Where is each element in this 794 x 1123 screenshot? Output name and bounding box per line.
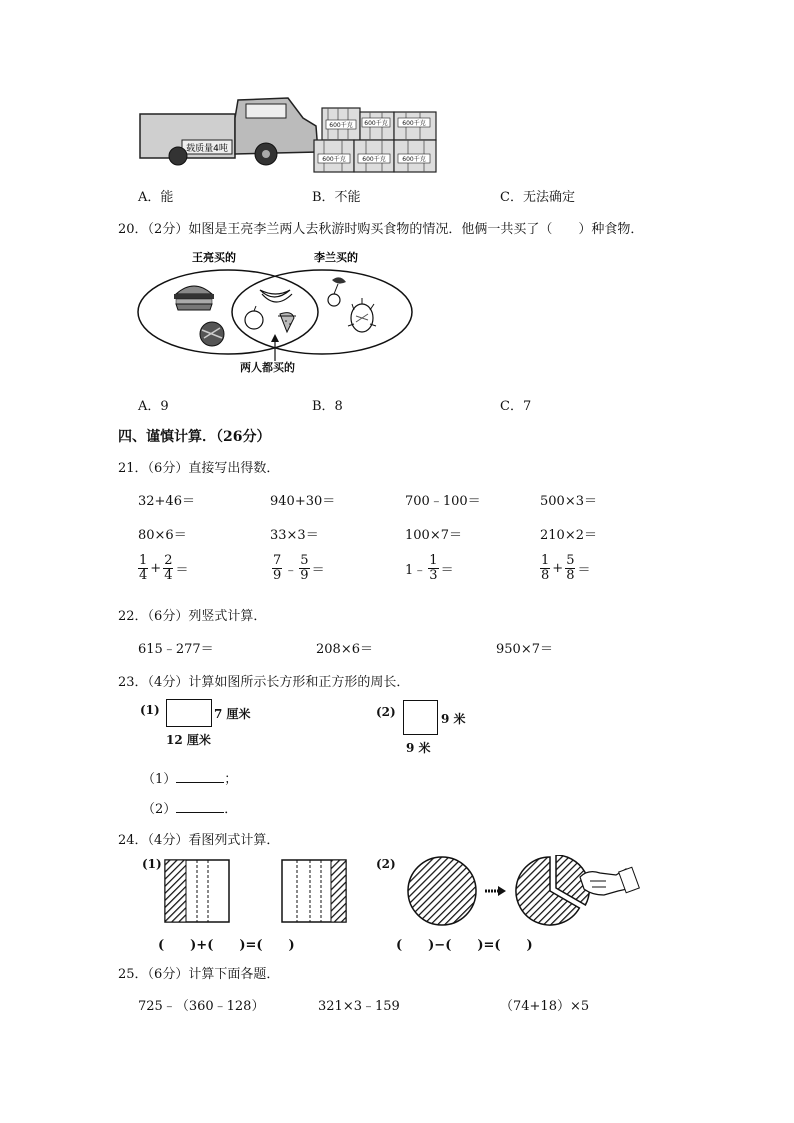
rectangle-figure (166, 699, 212, 727)
square-bottom-label: 9 米 (406, 741, 431, 755)
q20-option-b: B．8 (312, 399, 343, 414)
shaded-circle (408, 857, 476, 925)
q21-item: 700﹣100＝ (405, 494, 481, 509)
q21-item: 940+30＝ (270, 494, 336, 509)
box-label: 600千克 (329, 122, 353, 129)
q19-option-b: B．不能 (312, 190, 361, 205)
q22-stem: 22．（6分）列竖式计算． (118, 609, 267, 624)
shaded-square-right (282, 860, 346, 922)
venn-label-left: 王亮买的 (192, 251, 236, 264)
fraction: $\frac{1}{8}$ (541, 553, 550, 583)
q25-stem: 25．（6分）计算下面各题． (118, 967, 280, 982)
square-figure (403, 700, 438, 735)
cherry-icon (328, 277, 346, 306)
q21-fraction-expression: $\frac{1}{4}$ + $\frac{2}{4}$ ＝ (139, 553, 189, 583)
q24-stem: 24．（4分）看图列式计算． (118, 833, 280, 848)
venn-label-right: 李兰买的 (314, 251, 358, 264)
q23-answer-2: （2） ． (142, 802, 238, 817)
q21-item: 100×7＝ (405, 528, 462, 543)
q21-fraction-expression: $\frac{7}{9}$ ﹣ $\frac{5}{9}$ ＝ (273, 553, 325, 583)
rectangle-width-label: 7 厘米 (214, 707, 251, 721)
q21-item: 80×6＝ (138, 528, 187, 543)
q22-item: 950×7＝ (496, 642, 553, 657)
rectangle-length-label: 12 厘米 (166, 733, 211, 747)
shaded-square-left (165, 860, 229, 922)
q21-stem: 21．（6分）直接写出得数． (118, 461, 280, 476)
hand-icon (580, 867, 639, 895)
banana-icon (260, 290, 292, 302)
q23-answer-1: （1） ； (142, 772, 238, 787)
q22-item: 208×6＝ (316, 642, 373, 657)
hamburger-icon (174, 286, 214, 310)
q25-item: （74+18）×5 (500, 999, 590, 1014)
q24-expression-2: ( )−( )=( ) (396, 938, 533, 953)
box-label: 600千克 (364, 120, 388, 127)
figure-tag: (2) (376, 705, 396, 719)
q21-item: 210×2＝ (540, 528, 597, 543)
fraction: $\frac{7}{9}$ (273, 553, 282, 583)
q20-option-c: C．7 (500, 399, 532, 414)
q19-option-a: A．能 (138, 190, 174, 205)
cargo-boxes (314, 108, 436, 172)
box-label: 600千克 (402, 120, 426, 127)
q25-item: 321×3﹣159 (318, 999, 400, 1014)
section-title: 四、谨慎计算．（26分） (118, 429, 271, 445)
answer-blank[interactable] (176, 800, 224, 813)
q21-fraction-expression: 1﹣ $\frac{1}{3}$ ＝ (405, 553, 454, 583)
fraction: $\frac{1}{3}$ (429, 553, 438, 583)
fraction: $\frac{2}{4}$ (164, 553, 173, 583)
q22-item: 615﹣277＝ (138, 642, 214, 657)
q21-fraction-expression: $\frac{1}{8}$ + $\frac{5}{8}$ ＝ (541, 553, 591, 583)
fraction: $\frac{1}{4}$ (139, 553, 148, 583)
q24-expression-1: ( )+( )=( ) (158, 938, 295, 953)
fraction: $\frac{5}{8}$ (566, 553, 575, 583)
q25-item: 725﹣（360﹣128） (138, 999, 265, 1014)
figure-tag: (1) (140, 703, 160, 717)
q21-item: 33×3＝ (270, 528, 319, 543)
apple-icon (245, 306, 263, 329)
fraction: $\frac{5}{9}$ (300, 553, 309, 583)
arrow-right-icon (485, 886, 506, 896)
answer-blank[interactable] (176, 770, 224, 783)
figure-tag: (1) (142, 857, 162, 871)
q19-option-c: C．无法确定 (500, 190, 575, 205)
circle-slice-removed (516, 855, 589, 925)
box-label: 600千克 (322, 156, 346, 163)
q21-item: 32+46＝ (138, 494, 195, 509)
square-side-label: 9 米 (441, 712, 466, 726)
q21-item: 500×3＝ (540, 494, 597, 509)
q20-stem: 20．（2分）如图是王亮李兰两人去秋游时购买食物的情况．他俩一共买了（ ）种食物． (118, 222, 644, 237)
fraction-figures (160, 855, 650, 931)
truck-capacity-label: 载质量4吨 (186, 144, 228, 154)
figure-tag: (2) (376, 857, 396, 871)
box-label: 600千克 (362, 156, 386, 163)
q23-stem: 23．（4分）计算如图所示长方形和正方形的周长． (118, 675, 410, 690)
watermelon-icon (200, 322, 224, 346)
q20-option-a: A．9 (138, 399, 169, 414)
strawberry-icon (278, 313, 296, 332)
dragonfruit-icon (348, 298, 376, 332)
box-label: 600千克 (402, 156, 426, 163)
venn-label-both: 两人都买的 (240, 361, 295, 374)
truck-figure (138, 96, 448, 185)
